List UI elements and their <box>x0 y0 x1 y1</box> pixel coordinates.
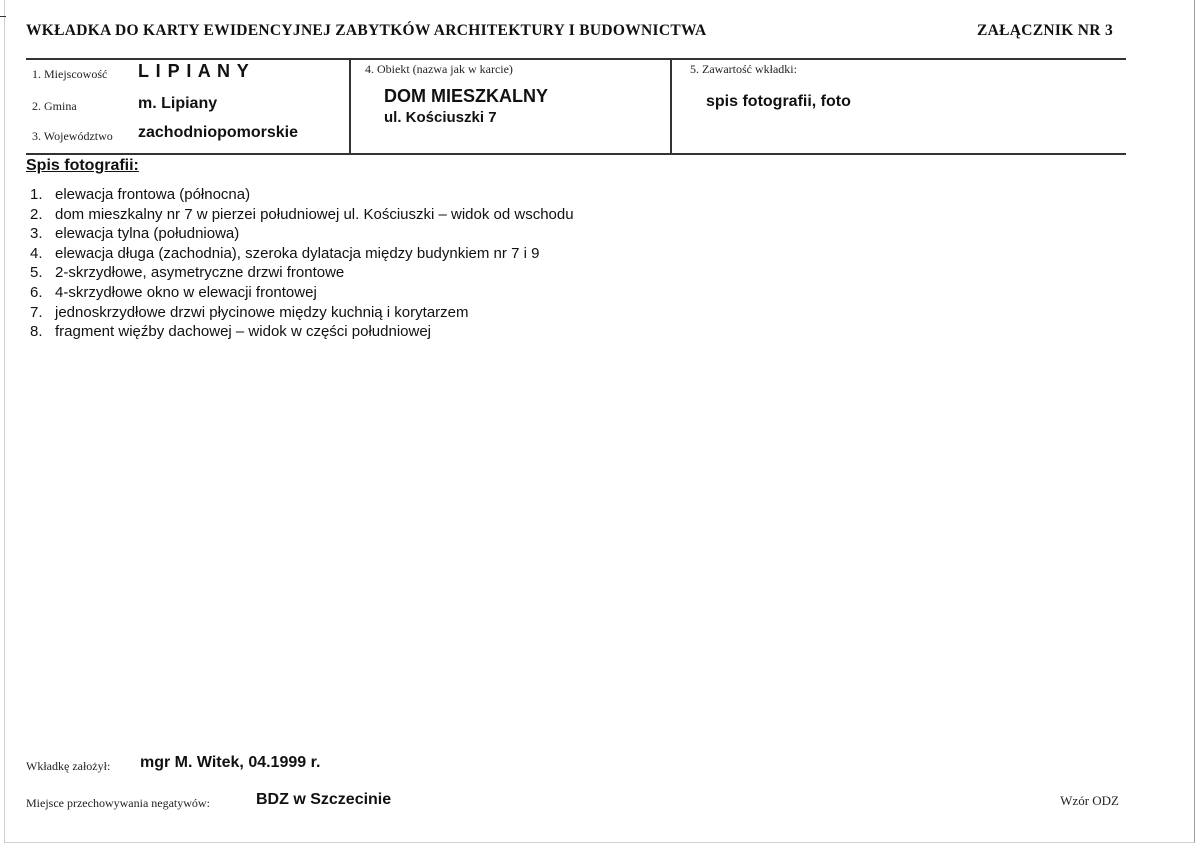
list-item-text: 2-skrzydłowe, asymetryczne drzwi frontowe <box>55 264 345 282</box>
list-item <box>30 303 574 323</box>
table-bottom-line <box>26 153 1126 155</box>
list-item <box>30 283 574 303</box>
template-note: Wzór ODZ <box>1060 793 1119 808</box>
column-divider-1 <box>349 59 351 154</box>
locality-label: 1. Miejscowość <box>32 67 108 81</box>
annex-number: ZAŁĄCZNIK NR 3 <box>977 22 1113 39</box>
contents-value: spis fotografii, foto <box>706 93 851 110</box>
photo-list-title: Spis fotografii: <box>26 157 139 174</box>
list-item-number: 2. <box>30 205 43 223</box>
list-item-number: 3. <box>30 225 43 243</box>
column-divider-2 <box>670 59 672 154</box>
list-item-number: 7. <box>30 303 43 321</box>
negatives-location-value: BDZ w Szczecinie <box>256 791 392 808</box>
object-label: 4. Obiekt (nazwa jak w karcie) <box>365 62 513 76</box>
created-by-label: Wkładkę założył: <box>26 759 111 773</box>
list-item-number: 4. <box>30 244 43 262</box>
list-item-text: fragment więźby dachowej – widok w części południowej <box>55 323 432 341</box>
voivodeship-value: zachodniopomorskie <box>138 124 299 141</box>
list-item-text: elewacja długa (zachodnia), szeroka dylatacja między budynkiem nr 7 i 9 <box>55 244 540 262</box>
list-item <box>30 322 574 342</box>
list-item <box>30 263 574 283</box>
list-item-number: 1. <box>30 186 43 203</box>
list-item <box>30 244 574 264</box>
created-by-value: mgr M. Witek, 04.1999 r. <box>140 754 321 771</box>
list-item-text: 4-skrzydłowe okno w elewacji frontowej <box>55 283 317 301</box>
object-name: DOM MIESZKALNY <box>384 86 548 106</box>
negatives-location-label: Miejsce przechowywania negatywów: <box>26 796 210 810</box>
locality-value: L I P I A N Y <box>138 61 250 81</box>
voivodeship-label: 3. Województwo <box>32 129 113 143</box>
list-item <box>30 205 574 225</box>
list-item-number: 5. <box>30 264 43 282</box>
corner-mark <box>0 16 6 17</box>
list-item <box>30 224 574 244</box>
list-item <box>30 185 574 205</box>
commune-value: m. Lipiany <box>138 95 218 112</box>
list-item-text: elewacja tylna (południowa) <box>55 225 240 243</box>
list-item-text: dom mieszkalny nr 7 w pierzei południowej ul. Kościuszki – widok od wschodu <box>55 205 574 223</box>
photo-list <box>30 185 574 342</box>
object-address: ul. Kościuszki 7 <box>384 109 497 126</box>
list-item-text: jednoskrzydłowe drzwi płycinowe między kuchnią i korytarzem <box>55 303 469 321</box>
list-item-text: elewacja frontowa (północna) <box>55 186 251 203</box>
contents-label: 5. Zawartość wkładki: <box>690 62 797 76</box>
commune-label: 2. Gmina <box>32 99 77 113</box>
list-item-number: 6. <box>30 283 43 301</box>
form-title: WKŁADKA DO KARTY EWIDENCYJNEJ ZABYTKÓW ARCHITEKTURY I BUDOWNICTWA <box>26 22 707 39</box>
list-item-number: 8. <box>30 323 43 341</box>
table-top-line <box>26 58 1126 60</box>
